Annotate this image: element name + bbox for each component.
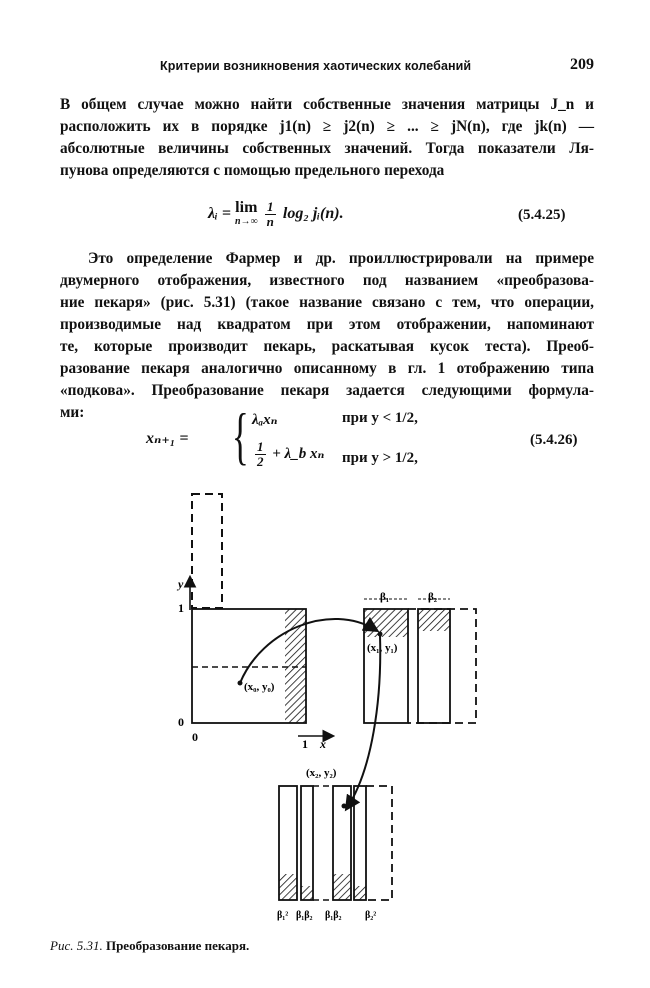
- strip-b2-hatch: [301, 886, 313, 900]
- x-tick-1: 1: [302, 737, 308, 751]
- strip-2-hatch: [418, 609, 450, 631]
- case2-condition: при y > 1/2,: [342, 450, 418, 466]
- strip-1-hatch: [364, 609, 408, 637]
- y-tick-0: 0: [178, 715, 184, 729]
- paragraph-line: производимые над квадратом при этом отображении, напоминают: [60, 316, 594, 333]
- strip-b3-hatch: [333, 874, 351, 900]
- paragraph-line: разование пекаря аналогично описанному в гл. 1 отображению типа: [60, 360, 594, 377]
- strip-b4: [354, 786, 366, 900]
- point-x1-y1: [378, 632, 383, 637]
- caption-label: Рис. 5.31.: [50, 938, 103, 953]
- paragraph-line: двумерного отображения, известного под названием «преобразова-: [60, 272, 594, 289]
- page-number: 209: [570, 56, 594, 73]
- point2-label: (x₂, y₂): [306, 767, 337, 779]
- paragraph-line: ми:: [60, 404, 85, 421]
- caption-text: Преобразование пекаря.: [105, 938, 250, 953]
- strip-b2: [301, 786, 313, 900]
- bottom-label-1: β₁²: [277, 910, 289, 921]
- paragraph-line: те, которые производит пекарь, раскатывая кусок теста). Преоб-: [60, 338, 594, 355]
- dashed-stretched-strip: [192, 494, 222, 608]
- equation-number: (5.4.25): [518, 207, 566, 223]
- fraction-numerator: 1: [265, 200, 276, 215]
- bottom-label-2: β₁β₂: [296, 910, 313, 921]
- paragraph-line: ние пекаря» (рис. 5.31) (такое название связано с тем, что операции,: [60, 294, 594, 311]
- fraction-denominator: n: [266, 214, 274, 229]
- fraction-numerator: 1: [257, 439, 264, 454]
- bottom-label-4: β₂²: [365, 910, 377, 921]
- case1-condition: при y < 1/2,: [342, 410, 418, 426]
- dashed-outline-bottom: [366, 786, 392, 900]
- y-axis-label: y: [178, 577, 184, 591]
- paragraph-line: «подкова». Преобразование пекаря задается следующими формула-: [60, 382, 594, 399]
- fraction-denominator: 2: [257, 454, 264, 469]
- x-axis-label: x: [320, 737, 326, 751]
- y-tick-1: 1: [178, 601, 184, 615]
- strip-b1-hatch: [279, 874, 297, 900]
- equation-number: (5.4.26): [530, 432, 578, 448]
- point-x2-y2: [342, 804, 347, 809]
- equation-5-4-26-lhs: xₙ₊₁ =: [146, 430, 189, 447]
- beta1-top-label: β₁: [380, 591, 390, 603]
- case1-expression: λₐxₙ: [252, 412, 278, 428]
- hatched-region: [285, 609, 306, 723]
- running-title: Критерии возникновения хаотических колебаний: [160, 59, 472, 73]
- mapping-arrow-1: [240, 619, 376, 683]
- paragraph-line: абсолютные величины собственных значений. Тогда показатели Ля-: [60, 140, 594, 157]
- x-tick-0: 0: [192, 730, 198, 744]
- lim-subscript: n→∞: [234, 215, 258, 227]
- case2-term: + λ_b xₙ: [272, 445, 325, 462]
- paragraph-line: Это определение Фармер и др. проиллюстрировали на примере: [88, 250, 594, 267]
- paragraph-line: расположить их в порядке j1(n) ≥ j2(n) ≥ ... ≥ jN(n), где jk(n) —: [60, 118, 594, 135]
- figure-caption: [50, 938, 249, 954]
- bottom-label-3: β₁β₂: [325, 910, 342, 921]
- lim-text: lim: [235, 198, 258, 216]
- left-brace: {: [231, 400, 249, 471]
- paragraph-line: пунова определяются с помощью предельного перехода: [60, 162, 445, 179]
- beta2-top-label: β₂: [428, 591, 438, 603]
- paragraph-line: В общем случае можно найти собственные значения матрицы J_n и: [60, 96, 594, 113]
- equation-lhs: λᵢ =: [208, 205, 235, 223]
- dashed-gap: [313, 786, 333, 900]
- point0-label: (x₀, y₀): [244, 681, 275, 693]
- strip-b4-hatch: [354, 886, 366, 900]
- point1-label: (x₁, y₁): [367, 642, 398, 654]
- equation-rhs: log₂ jᵢ(n).: [282, 205, 344, 223]
- second-iteration-strips: [277, 767, 392, 921]
